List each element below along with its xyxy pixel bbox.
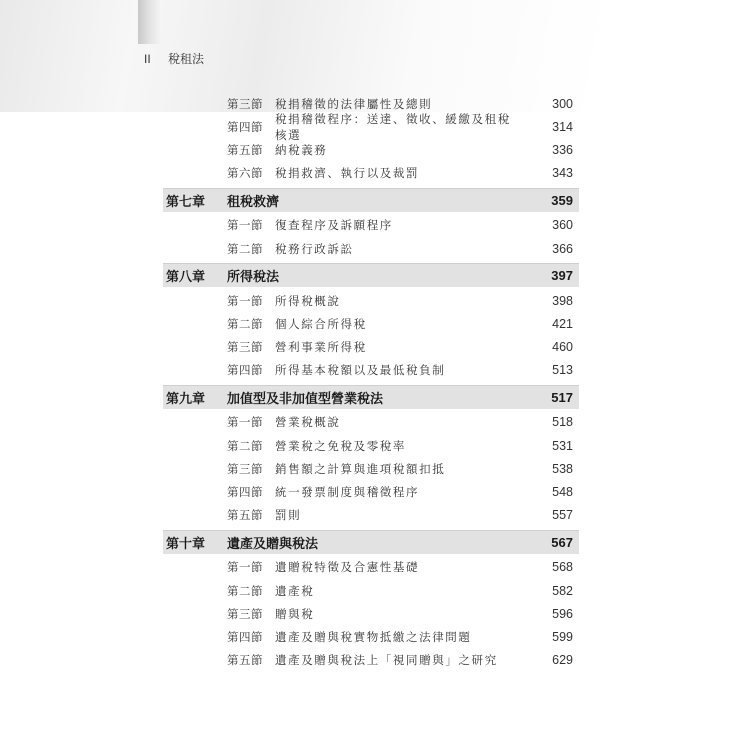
chapter-page: 397 [551, 268, 573, 284]
section-title: 遺贈稅特徵及合憲性基礎 [275, 560, 420, 575]
header-book-title: 稅租法 [168, 52, 205, 66]
section-number: 第五節 [227, 508, 263, 523]
section-page: 629 [552, 653, 573, 668]
section-page: 548 [552, 485, 573, 500]
table-of-contents [163, 92, 579, 672]
chapter-number: 第九章 [166, 391, 206, 407]
section-number: 第二節 [227, 583, 263, 598]
section-number: 第一節 [227, 415, 263, 430]
toc-section-row[interactable] [163, 111, 579, 142]
section-title: 復查程序及訴願程序 [275, 218, 393, 233]
toc-section-row[interactable] [163, 579, 579, 602]
chapter-page: 517 [551, 389, 573, 405]
section-page: 460 [552, 340, 573, 355]
section-number: 第三節 [227, 461, 263, 476]
toc-section-row[interactable] [163, 214, 579, 237]
section-title: 營業稅之免稅及零稅率 [275, 438, 406, 453]
toc-section-row[interactable] [163, 480, 579, 503]
toc-chapter-row[interactable] [163, 188, 579, 212]
section-number: 第一節 [227, 293, 263, 308]
toc-section-row[interactable] [163, 312, 579, 335]
section-title: 遺產及贈與稅法上「視同贈與」之研究 [275, 653, 498, 668]
toc-section-row[interactable] [163, 434, 579, 457]
section-title: 銷售額之計算與進項稅額扣抵 [275, 461, 446, 476]
section-page: 599 [552, 629, 573, 644]
section-page: 582 [552, 583, 573, 598]
toc-section-row[interactable] [163, 602, 579, 625]
section-number: 第一節 [227, 560, 263, 575]
section-page: 343 [552, 166, 573, 181]
section-number: 第四節 [227, 119, 263, 134]
section-page: 513 [552, 363, 573, 378]
chapter-title: 所得稅法 [227, 270, 280, 286]
section-number: 第六節 [227, 166, 263, 181]
section-number: 第三節 [227, 340, 263, 355]
section-number: 第一節 [227, 218, 263, 233]
chapter-title: 租稅救濟 [227, 194, 280, 210]
section-title: 個人綜合所得稅 [275, 316, 367, 331]
section-title: 遺產及贈與稅實物抵繳之法律問題 [275, 629, 472, 644]
section-number: 第四節 [227, 629, 263, 644]
section-title: 罰則 [275, 508, 302, 523]
section-title: 稅捐稽徵程序：送達、徵收、緩繳及租稅核選 [275, 111, 511, 142]
section-title: 納稅義務 [275, 142, 328, 157]
toc-chapter-row[interactable] [163, 385, 579, 409]
section-page: 557 [552, 508, 573, 523]
section-title: 統一發票制度與稽徵程序 [275, 485, 420, 500]
toc-section-row[interactable] [163, 336, 579, 359]
section-page: 336 [552, 142, 573, 157]
toc-section-row[interactable] [163, 237, 579, 260]
section-page: 366 [552, 241, 573, 256]
chapter-page: 567 [551, 534, 573, 550]
toc-chapter-row[interactable] [163, 530, 579, 554]
section-page: 398 [552, 293, 573, 308]
section-number: 第三節 [227, 606, 263, 621]
section-number: 第二節 [227, 438, 263, 453]
section-title: 遺產稅 [275, 583, 315, 598]
section-number: 第三節 [227, 96, 263, 111]
section-title: 贈與稅 [275, 606, 315, 621]
section-page: 518 [552, 415, 573, 430]
header-page-number: II [144, 52, 151, 66]
toc-section-row[interactable] [163, 162, 579, 185]
toc-section-row[interactable] [163, 625, 579, 648]
chapter-page: 359 [551, 192, 573, 208]
section-number: 第四節 [227, 485, 263, 500]
toc-section-row[interactable] [163, 504, 579, 527]
chapter-number: 第十章 [166, 536, 206, 552]
section-title: 稅捐救濟、執行以及裁罰 [275, 166, 420, 181]
chapter-title: 遺產及贈與稅法 [227, 536, 319, 552]
section-number: 第二節 [227, 316, 263, 331]
section-page: 596 [552, 606, 573, 621]
section-page: 300 [552, 96, 573, 111]
running-header [144, 50, 204, 67]
section-page: 314 [552, 119, 573, 134]
toc-chapter-row[interactable] [163, 263, 579, 287]
section-page: 538 [552, 461, 573, 476]
section-number: 第四節 [227, 363, 263, 378]
section-title: 營業稅概說 [275, 415, 341, 430]
section-page: 360 [552, 218, 573, 233]
section-number: 第五節 [227, 653, 263, 668]
section-page: 421 [552, 316, 573, 331]
section-page: 531 [552, 438, 573, 453]
section-title: 稅捐稽徵的法律屬性及總則 [275, 96, 433, 111]
section-title: 所得稅概說 [275, 293, 341, 308]
toc-section-row[interactable] [163, 457, 579, 480]
chapter-number: 第八章 [166, 270, 206, 286]
section-title: 稅務行政訴訟 [275, 241, 354, 256]
header-accent-bar [138, 0, 160, 44]
toc-section-row[interactable] [163, 556, 579, 579]
toc-section-row[interactable] [163, 138, 579, 161]
chapter-number: 第七章 [166, 194, 206, 210]
section-number: 第二節 [227, 241, 263, 256]
chapter-title: 加值型及非加值型營業稅法 [227, 391, 384, 407]
toc-section-row[interactable] [163, 649, 579, 672]
toc-section-row[interactable] [163, 359, 579, 382]
toc-section-row[interactable] [163, 411, 579, 434]
section-number: 第五節 [227, 142, 263, 157]
section-title: 所得基本稅額以及最低稅負制 [275, 363, 446, 378]
toc-section-row[interactable] [163, 289, 579, 312]
section-title: 營利事業所得稅 [275, 340, 367, 355]
section-page: 568 [552, 560, 573, 575]
